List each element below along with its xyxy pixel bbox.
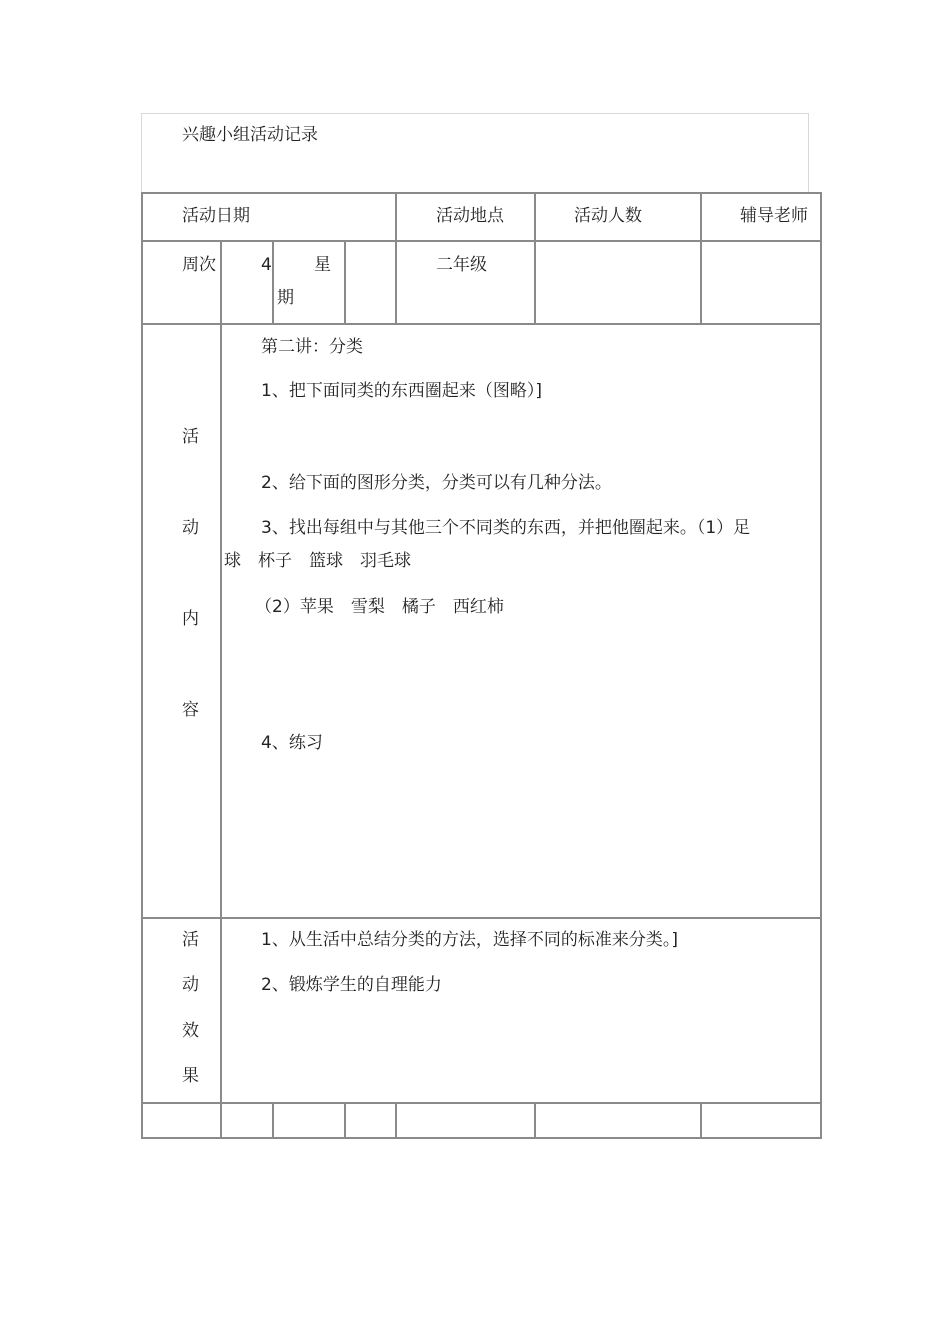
bottom-row-divider-5 xyxy=(534,1102,536,1139)
effect-line-1: 1、从生活中总结分类的方法，选择不同的标准来分类。] xyxy=(261,930,678,950)
table-border-bottom xyxy=(141,1137,822,1139)
bottom-row-divider-6 xyxy=(700,1102,702,1139)
place-value: 二年级 xyxy=(436,255,487,275)
header-place-label: 活动地点 xyxy=(436,206,504,226)
table-border-left xyxy=(141,192,143,1139)
content-line-heading: 第二讲：分类 xyxy=(261,337,363,357)
week-value: 4 xyxy=(261,255,272,275)
bottom-row-divider-3 xyxy=(344,1102,346,1139)
title-box-top xyxy=(141,113,809,114)
bottom-row-divider-4 xyxy=(395,1102,397,1139)
bottom-row-divider-1 xyxy=(220,1102,222,1139)
header-date-label: 活动日期 xyxy=(182,206,250,226)
title-box-left xyxy=(141,113,142,193)
content-line-4: 4、练习 xyxy=(261,733,323,753)
col-divider-weekday-value xyxy=(344,240,346,325)
content-side-label-4: 容 xyxy=(182,700,199,720)
week-label: 周次 xyxy=(182,255,216,275)
col-divider-teacher xyxy=(700,192,702,325)
table-rule-row2 xyxy=(141,323,822,325)
content-line-1: 1、把下面同类的东西圈起来（图略）] xyxy=(261,381,542,401)
content-line-3-cont: 球 杯子 篮球 羽毛球 xyxy=(224,551,411,571)
weekday-label-part2: 期 xyxy=(277,288,294,308)
document-title: 兴趣小组活动记录 xyxy=(182,125,318,145)
content-side-label-3: 内 xyxy=(182,609,199,629)
bottom-row-divider-2 xyxy=(272,1102,274,1139)
table-border-right xyxy=(820,192,822,1139)
col-divider-weekday xyxy=(272,240,274,325)
content-side-label-1: 活 xyxy=(182,427,199,447)
header-teacher-label: 辅导老师 xyxy=(740,206,808,226)
col-divider-place xyxy=(395,192,397,325)
col-divider-count xyxy=(534,192,536,325)
col-divider-week xyxy=(220,240,222,325)
table-rule-content xyxy=(141,917,822,919)
content-line-3-group2: （2）苹果 雪梨 橘子 西红柿 xyxy=(255,597,504,617)
table-rule-effect xyxy=(141,1102,822,1104)
col-divider-side-label xyxy=(220,323,222,1104)
effect-side-label-3: 效 xyxy=(182,1021,199,1041)
weekday-label-part1: 星 xyxy=(314,255,331,275)
effect-line-2: 2、锻炼学生的自理能力 xyxy=(261,975,442,995)
effect-side-label-1: 活 xyxy=(182,930,199,950)
title-box-right xyxy=(808,113,809,193)
content-line-3: 3、找出每组中与其他三个不同类的东西，并把他圈起来。（1）足 xyxy=(261,518,751,538)
table-rule-header xyxy=(141,240,822,242)
content-side-label-2: 动 xyxy=(182,518,199,538)
header-count-label: 活动人数 xyxy=(574,206,642,226)
table-border-top xyxy=(141,192,822,194)
content-line-2: 2、给下面的图形分类，分类可以有几种分法。 xyxy=(261,473,612,493)
effect-side-label-4: 果 xyxy=(182,1066,199,1086)
effect-side-label-2: 动 xyxy=(182,975,199,995)
